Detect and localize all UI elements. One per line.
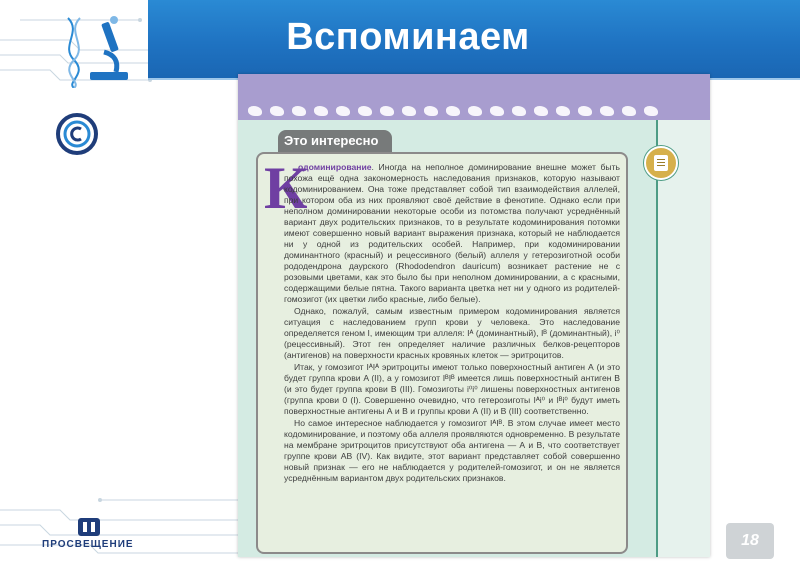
animal-icon: [468, 106, 482, 116]
animal-icon: [380, 106, 394, 116]
page-top-band: [238, 74, 710, 120]
paragraph-text: . Иногда на неполное доминирование внешне может быть похожа ещё одна закономерность наследования признаков, которую называют кодоминированием. Она тоже представляет собой тип взаимодействия аллелей, при котором оба из них проявляют своё действие в фенотипе. Однако если при неполном доминировании некоторые особи из потомства получают усреднённый вариант двух родительских признаков, то в результате кодоминирования потомки имеют совершенно новый вариант выражения признака, который не наблюдается ни у одной из родительских особей. Например, при кодоминировании доминантного (красный) и рецессивного (белый) аллеля у гетерозиготной особи рододендрона даурского (Rhododendron dauricum) возникает растение не с розовыми цветами, как это было бы при неполном доминировании, а с красными, содержащими белые пятна. Такого варианта цветка нет ни у одного из родителей-гомозигот (их цветки либо красные, либо белые).: [284, 162, 620, 304]
animal-icon: [314, 106, 328, 116]
animal-icon: [402, 106, 416, 116]
animal-icon: [644, 106, 658, 116]
slide-title: Вспоминаем: [286, 16, 530, 58]
animal-icon: [358, 106, 372, 116]
animal-icon: [446, 106, 460, 116]
body-text: [284, 162, 620, 485]
note-icon: [644, 146, 678, 180]
animal-icon: [600, 106, 614, 116]
page-number: 18: [726, 523, 774, 559]
animal-icon: [424, 106, 438, 116]
publisher-name: ПРОСВЕЩЕНИЕ: [42, 539, 134, 550]
animal-icon: [336, 106, 350, 116]
animal-icon: [556, 106, 570, 116]
paragraph: Но самое интересное наблюдается у гомозигот IᴬIᴮ. В этом случае имеет место кодоминирование, и поэтому оба аллеля проявляются одновременно. В результате на мембране эритроцитов присутствуют оба антигена — А и B, что соответствует группе крови AB (IV). Как видите, этот вариант представляет собой совершенно новый признак — его не наблюдается у родителей-гомозигот, и он не является усреднённым вариантом двух родительских признаков.: [284, 418, 620, 483]
animal-icon: [248, 106, 262, 116]
paragraph: Итак, у гомозигот IᴬIᴬ эритроциты имеют только поверхностный антиген А (и это будет группа крови A (II), а у гомозигот IᴮIᴮ имеется лишь поверхностный антиген B (и это будет группа крови B (III). Гомозиготы i⁰i⁰ лишены поверхностных антигенов (группа крови 0 (I). Совершенно очевидно, что гетерозиготы Iᴬi⁰ и Iᴮi⁰ будут иметь поверхностные антигены А и B и группы крови А (II) и B (III) соответственно.: [284, 362, 620, 416]
animal-icon: [512, 106, 526, 116]
animal-icon: [534, 106, 548, 116]
animal-icon: [622, 106, 636, 116]
dna-microscope-icon: [60, 12, 132, 88]
section-header: Это интересно: [284, 133, 379, 148]
circular-logo-icon: [55, 112, 99, 156]
animal-icon: [578, 106, 592, 116]
paragraph: Однако, пожалуй, самым известным примером кодоминирования является ситуация с наследованием групп крови у человека. Это наследование определяется геном I, имеющим три аллеля: Iᴬ (доминантный), Iᴮ (доминантный), i⁰ (рецессивный). Этот ген определяет наличие различных белков-рецепторов (антигенов) на поверхности красных кровяных клеток — эритроцитов.: [284, 306, 620, 360]
animal-silhouettes: [248, 100, 688, 116]
animal-icon: [292, 106, 306, 116]
paragraph: [284, 162, 620, 305]
animal-icon: [270, 106, 284, 116]
animal-icon: [490, 106, 504, 116]
dropcap-letter: К: [264, 155, 308, 221]
margin-line: [656, 120, 658, 557]
margin-strip: [656, 120, 710, 557]
textbook-page-image: [238, 74, 710, 557]
term-highlight: одоминирование: [298, 162, 372, 172]
